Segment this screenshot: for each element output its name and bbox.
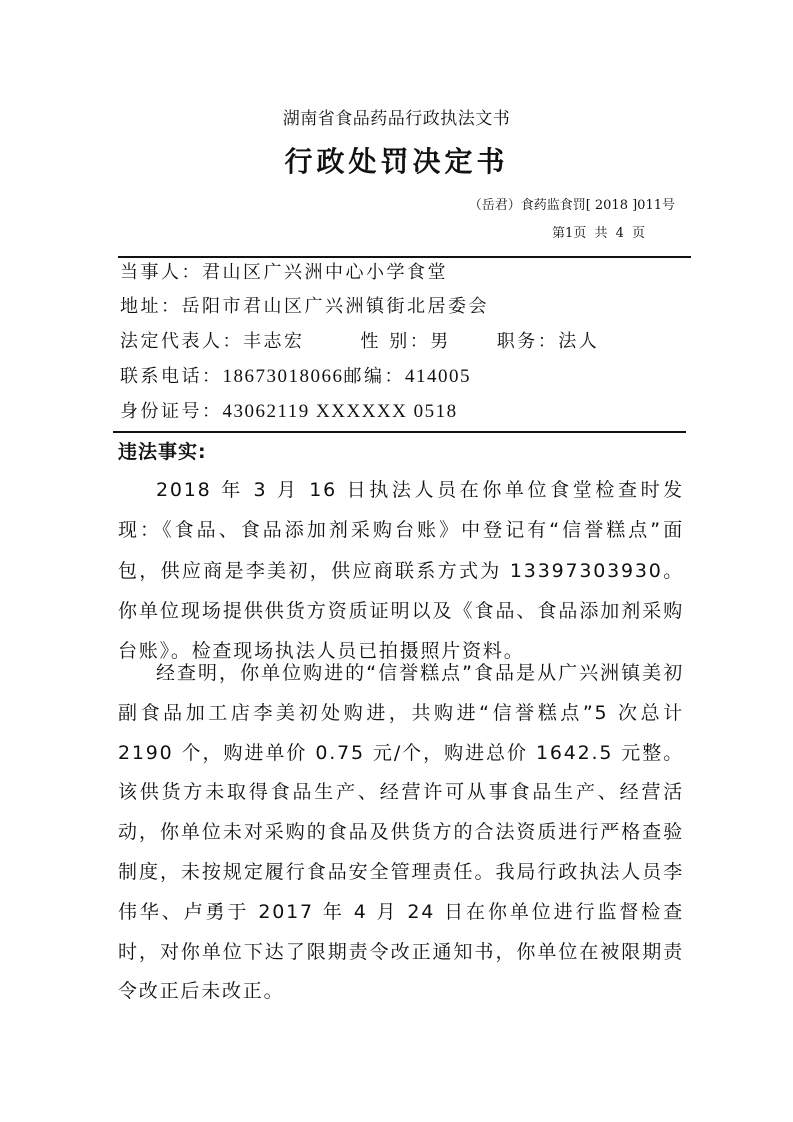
legal-representative-row (120, 327, 599, 353)
address-label: 地址： (120, 296, 182, 317)
postcode-label: 邮编： (343, 366, 405, 387)
party-row (120, 258, 448, 284)
legal-rep-label: 法定代表人： (120, 331, 243, 352)
party-label: 当事人： (120, 262, 202, 283)
id-row (120, 397, 458, 423)
facts-paragraph: 经查明，你单位购进的“信誉糕点”食品是从广兴洲镇美初副食品加工店李美初处购进，共购进“信誉糕点”5 次总计 2190 个，购进单价 0.75 元/个，购进总价 1642.5 元整。该供货方未取得食品生产、经营许可从事食品生产、经营活动，你单位未对采购的食品及供货方的合法资质进行严格查验制度，未按规定履行食品安全管理责任。我局行政执法人员李伟华、卢勇于 2017 年 4 月 24 日在你单位进行监督检查时，对你单位下达了限期责令改正通知书，你单位在被限期责令改正后未改正。 (118, 662, 684, 1003)
position-label: 职务： (496, 331, 559, 352)
address-value: 岳阳市君山区广兴洲镇街北居委会 (181, 296, 489, 317)
bottom-divider (113, 431, 686, 433)
gender-value: 男 (430, 331, 451, 352)
gender-label: 性 别： (360, 331, 431, 352)
violation-facts-heading: 违法事实: (118, 441, 207, 463)
legal-rep-value: 丰志宏 (243, 331, 305, 352)
position-value: 法人 (558, 331, 600, 352)
postcode-value: 414005 (405, 366, 471, 387)
document-title: 行政处罚决定书 (284, 145, 509, 178)
party-value: 君山区广兴洲中心小学食堂 (202, 262, 448, 283)
document-series-title: 湖南省食品药品行政执法文书 (282, 109, 511, 129)
address-row (120, 292, 489, 318)
phone-value: 18673018066 (222, 366, 344, 387)
document-number: （岳君）食药监食罚[ 2018 ]011号 (468, 198, 675, 213)
facts-paragraph: 2018 年 3 月 16 日执法人员在你单位食堂检查时发现：《食品、食品添加剂采购台账》中登记有“信誉糕点”面包，供应商是李美初，供应商联系方式为 13397303930。你单位现场提供供货方资质证明以及《食品、食品添加剂采购台账》。检查现场执法人员已拍摄照片资料。 (118, 479, 684, 663)
id-value: 43062119 XXXXXX 0518 (222, 401, 458, 422)
id-label: 身份证号： (120, 401, 223, 422)
page-indicator: 第1页 共 4 页 (552, 226, 645, 241)
contact-row (120, 362, 471, 388)
phone-label: 联系电话： (120, 366, 223, 387)
